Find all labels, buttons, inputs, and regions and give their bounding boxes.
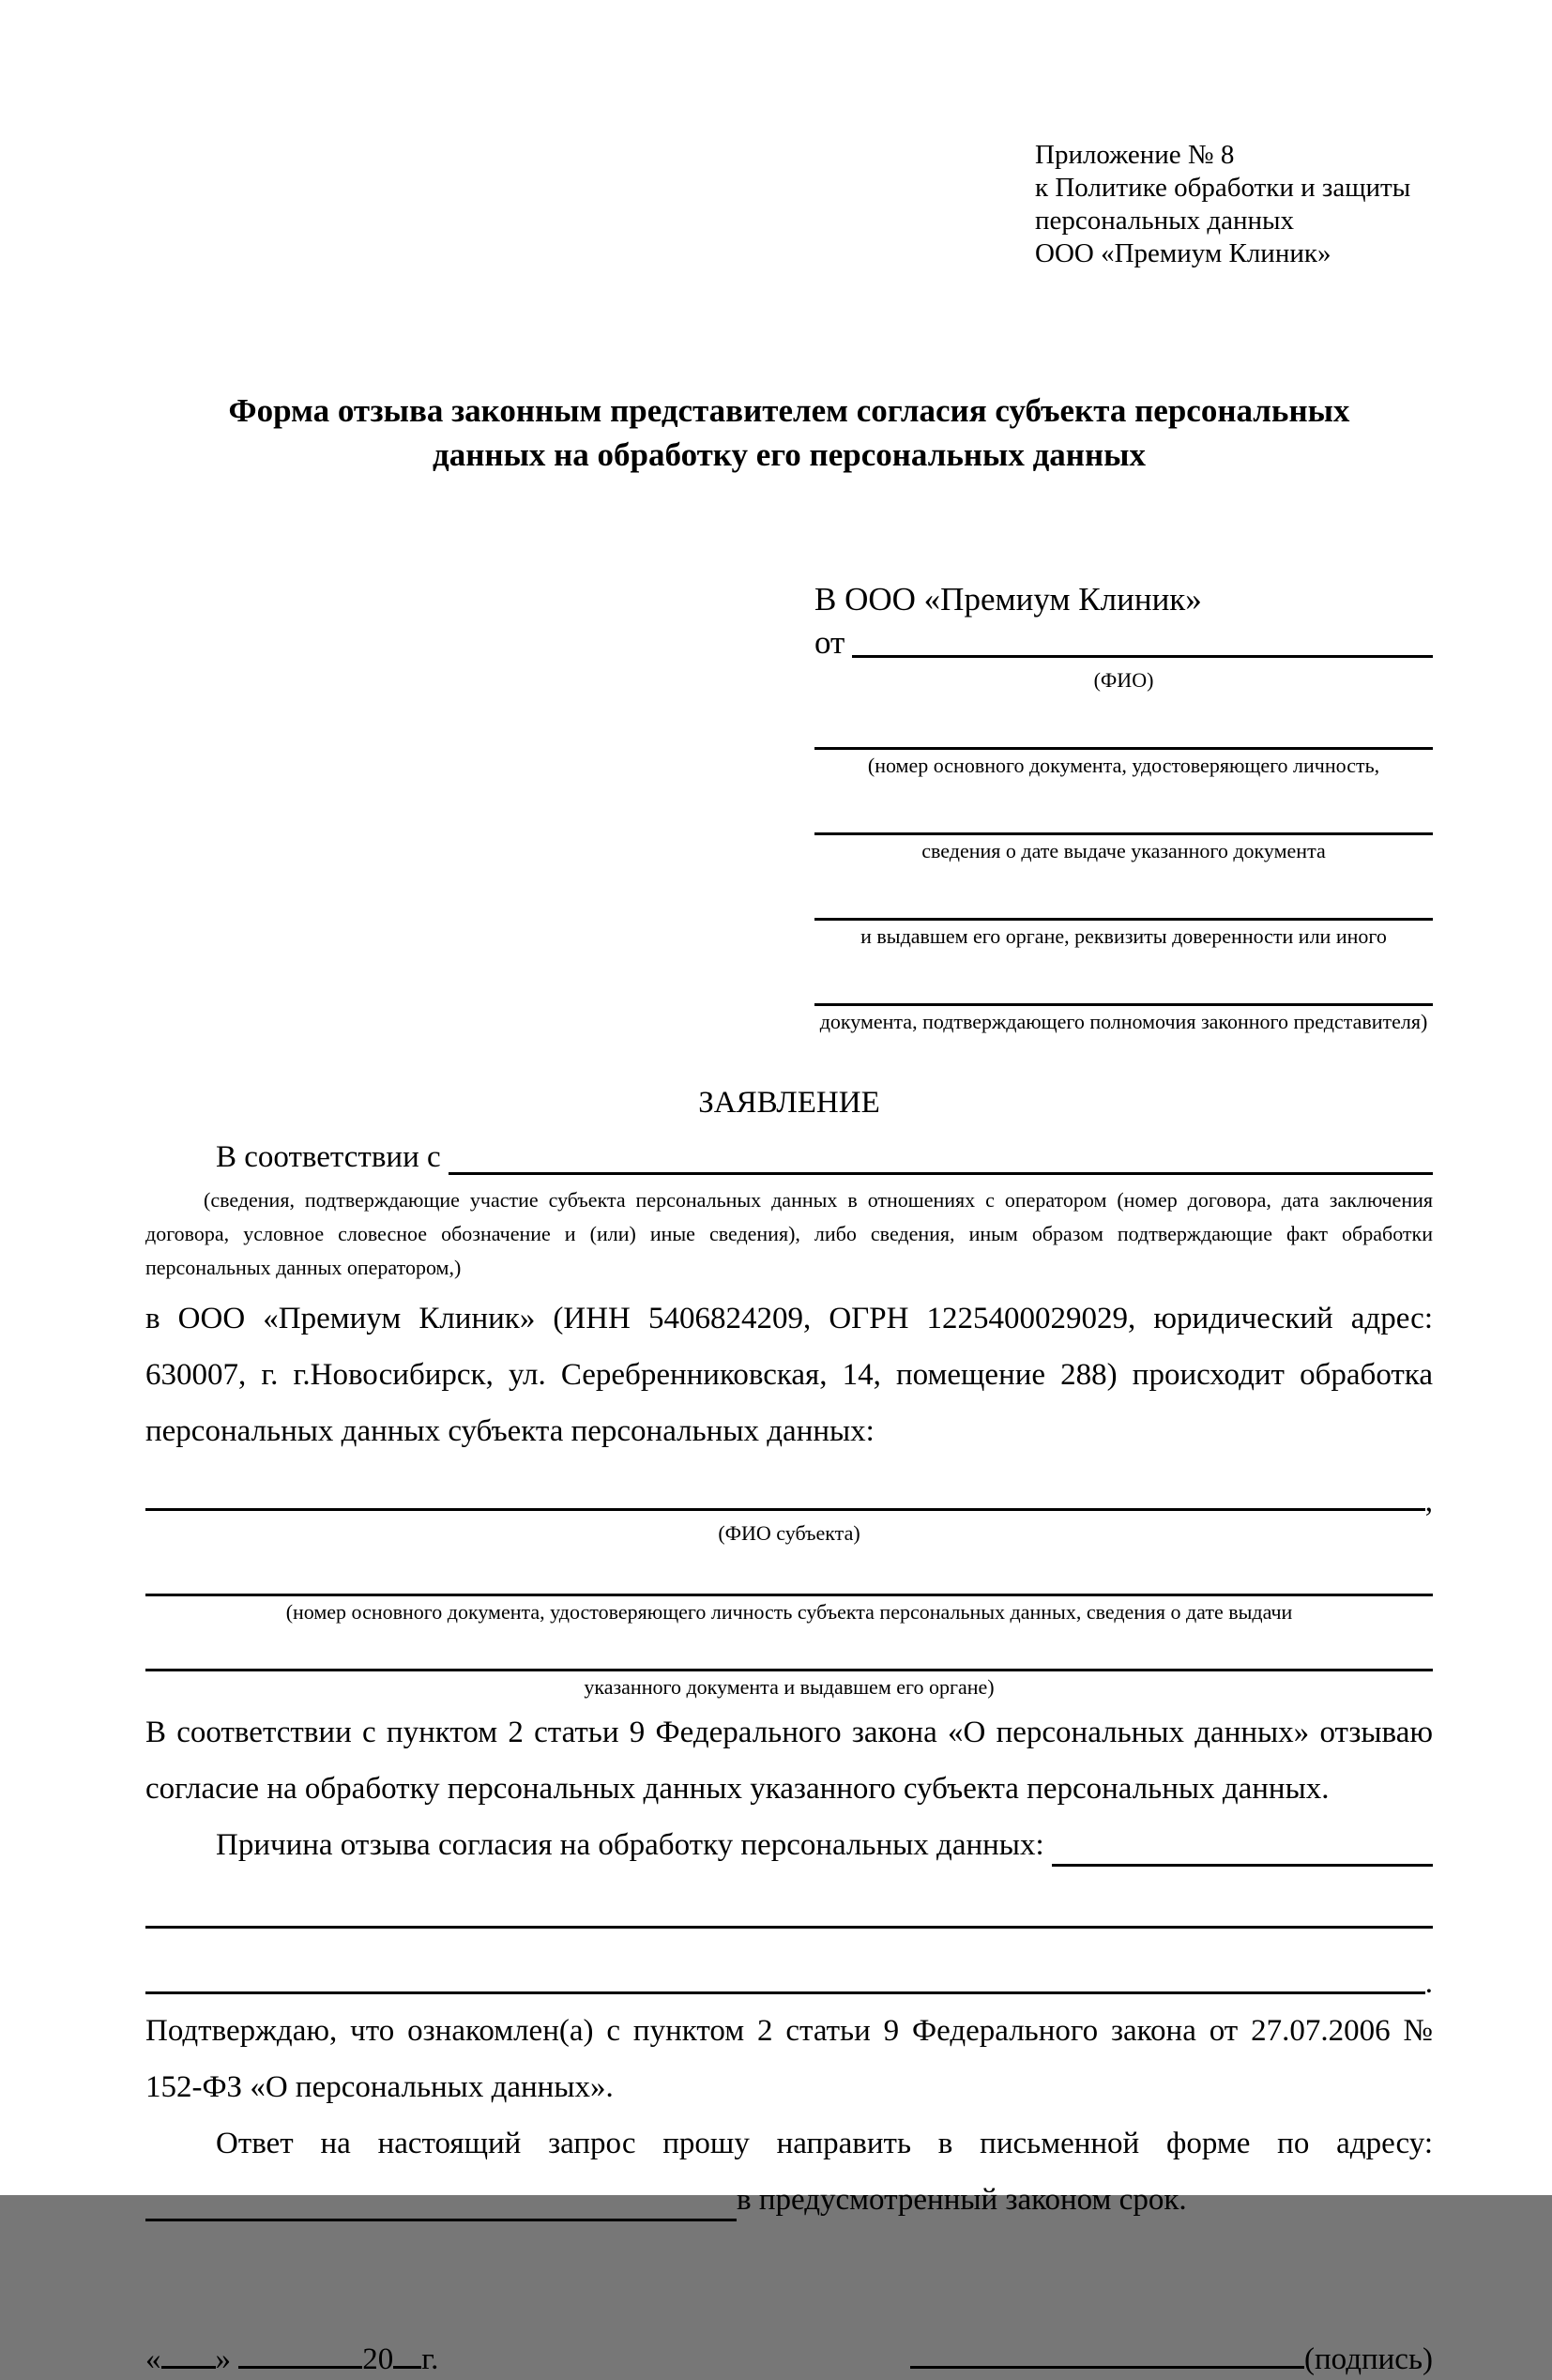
date-year-blank — [393, 2366, 421, 2369]
from-row — [814, 621, 1433, 664]
date-quote-close: » — [215, 2342, 231, 2376]
from-label: от — [814, 624, 845, 661]
doc-caption-2: сведения о дате выдаче указанного документа — [921, 839, 1326, 862]
subject-fio-row — [145, 1486, 1433, 1518]
reason-blank-row-3 — [145, 1966, 1433, 2001]
appendix-policy-line: к Политике обработки и защиты — [1035, 173, 1411, 203]
subject-doc-blank-line-2 — [145, 1669, 1433, 1671]
date-quote-open: « — [145, 2342, 161, 2376]
date-month-blank — [238, 2366, 362, 2369]
doc-caption-3: и выдавшем его органе, реквизиты доверенности или иного — [860, 924, 1387, 948]
reason-blank-line-3 — [145, 1991, 1425, 1994]
date-day-blank — [161, 2366, 216, 2369]
doc-blank-line-2 — [814, 832, 1433, 835]
addressee-org: В ООО «Премиум Клиник» — [814, 581, 1202, 618]
date-year-suffix: г. — [421, 2342, 439, 2376]
intro-label: В соответствии с — [216, 1140, 441, 1174]
reply-tail: в предусмотренный законом срок. — [737, 2183, 1187, 2217]
intro-note: (сведения, подтверждающие участие субъекта персональных данных в отношениях с оператором (номер договора, дата заключения договора, условное словесное обозначение и (или) иные сведения), либо сведения, иным образом подтверждающие факт обработки персональных данных оператором,) — [145, 1188, 1433, 1279]
doc-blank-line-1 — [814, 747, 1433, 750]
statement-intro-row — [145, 1133, 1433, 1182]
signature-blank-line — [910, 2366, 1304, 2369]
confirm-paragraph: Подтверждаю, что ознакомлен(а) с пунктом 2 статьи 9 Федерального закона от 27.07.2006 № 152-ФЗ «О персональных данных». — [145, 2014, 1433, 2104]
appendix-header — [1035, 139, 1433, 270]
intro-blank-line — [449, 1172, 1433, 1175]
statement-heading: ЗАЯВЛЕНИЕ — [698, 1086, 880, 1120]
doc-caption-4: документа, подтверждающего полномочия законного представителя) — [819, 1010, 1428, 1033]
doc-blank-line-3 — [814, 918, 1433, 921]
reply-address-row — [145, 2172, 1433, 2228]
reason-row — [145, 1817, 1433, 1873]
date-group — [145, 2339, 438, 2380]
withdraw-paragraph: В соответствии с пунктом 2 статьи 9 Федерального закона «О персональных данных» отзываю согласие на обработку персональных данных указанного субъекта персональных данных. — [145, 1716, 1433, 1806]
trailing-comma: , — [1424, 1485, 1433, 1518]
addressee-block — [814, 578, 1433, 1035]
trailing-period: . — [1424, 1966, 1433, 2000]
signature-caption: (подпись) — [1304, 2342, 1433, 2376]
subject-doc-caption-2: указанного документа и выдавшем его органе) — [584, 1675, 995, 1699]
doc-caption-1: (номер основного документа, удостоверяющего личность, — [867, 754, 1380, 777]
subject-doc-caption-1: (номер основного документа, удостоверяющего личность субъекта персональных данных, сведения о дате выдачи — [285, 1600, 1293, 1624]
subject-doc-blank-line-1 — [145, 1594, 1433, 1596]
appendix-number: Приложение № 8 — [1035, 140, 1235, 170]
fio-caption: (ФИО) — [1093, 668, 1154, 692]
subject-fio-caption: (ФИО субъекта) — [718, 1521, 860, 1545]
from-blank-line — [852, 655, 1433, 658]
reply-paragraph: Ответ на настоящий запрос прошу направить в письменной форме по адресу: — [216, 2127, 1433, 2160]
reason-label: Причина отзыва согласия на обработку персональных данных: — [216, 1828, 1044, 1862]
appendix-org: ООО «Премиум Клиник» — [1035, 238, 1331, 268]
subject-fio-blank-line — [145, 1508, 1425, 1511]
footer-row — [145, 2339, 1433, 2380]
signature-group — [910, 2339, 1433, 2380]
reply-address-blank-line — [145, 2219, 737, 2221]
appendix-policy-line2: персональных данных — [1035, 206, 1295, 236]
date-year-prefix: 20 — [362, 2342, 394, 2376]
form-title: Форма отзыва законным представителем согласия субъекта персональных данных на обработку его персональных данных — [228, 392, 1350, 473]
operator-paragraph: в ООО «Премиум Клиник» (ИНН 5406824209, ОГРН 1225400029029, юридический адрес: 630007, г. г.Новосибирск, ул. Серебренниковская, 14, помещение 288) происходит обработка персональных данных субъекта персональных данных: — [145, 1302, 1433, 1448]
reason-blank-line — [1052, 1864, 1433, 1867]
reason-blank-line-2 — [145, 1926, 1433, 1929]
doc-blank-line-4 — [814, 1003, 1433, 1006]
